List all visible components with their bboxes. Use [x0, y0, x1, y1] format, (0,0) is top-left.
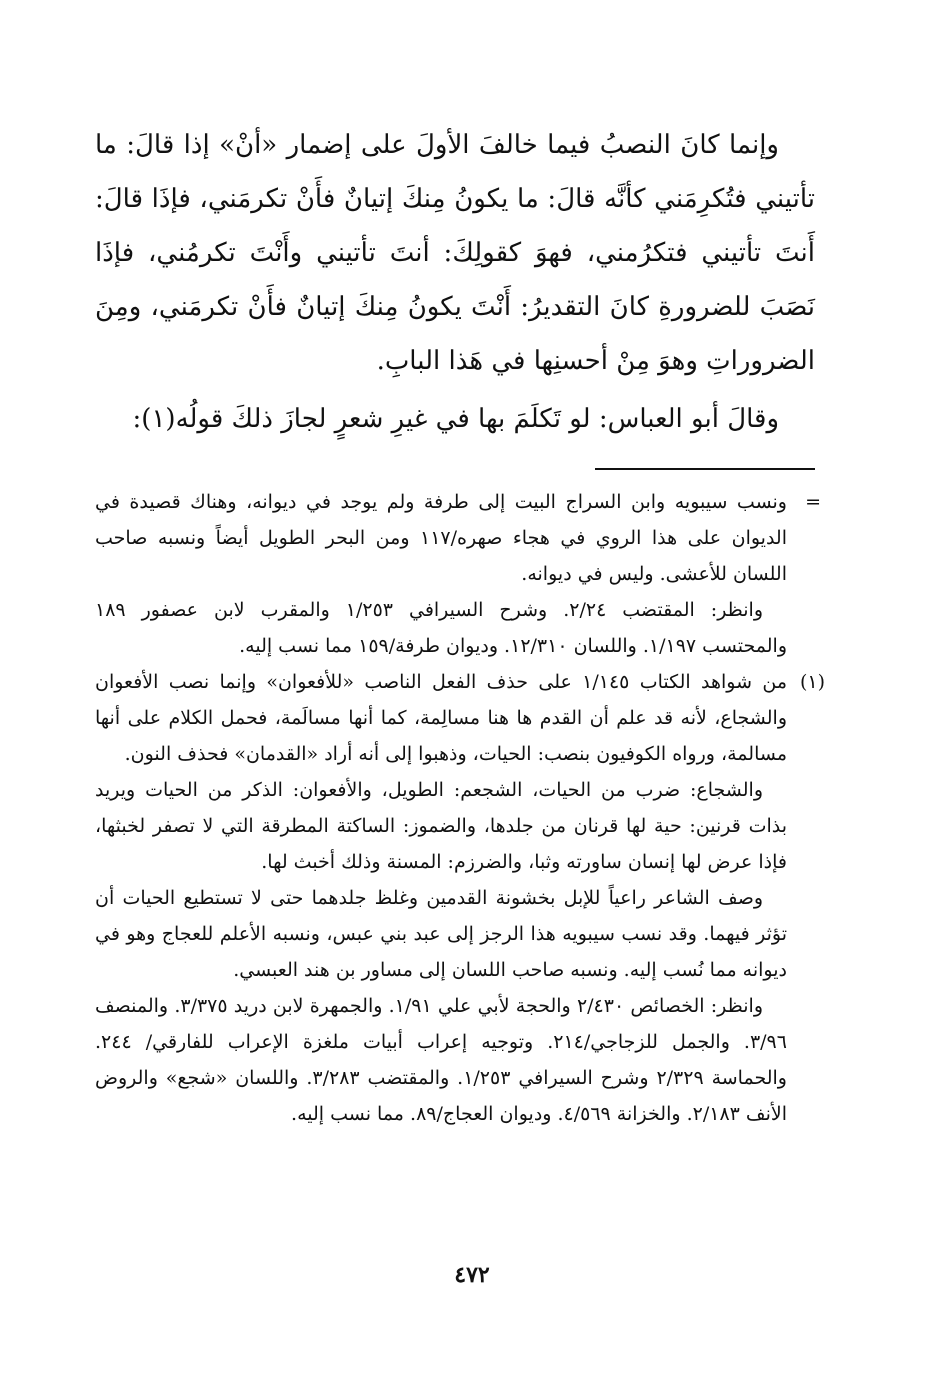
- page-content: [95, 118, 825, 1132]
- footnotes: [95, 484, 825, 1132]
- footnote-continued-text-2: وانظر: المقتضب ٢/٢٤. وشرح السيرافي ١/٢٥٣ والمقرب لابن عصفور ١٨٩ والمحتسب ١/١٩٧. واللسان ١٢/٣١٠. وديوان طرفة/١٥٩ مما نسب إليه.: [95, 599, 787, 657]
- footnote-continued: [95, 484, 821, 664]
- footnote-1-number: (١): [799, 671, 825, 693]
- footnote-1-paragraph-4: وانظر: الخصائص ٢/٤٣٠ والحجة لأبي علي ١/٩١. والجمهرة لابن دريد ٣/٣٧٥. والمنصف ٣/٩٦. والجمل للزجاجي/٢١٤. وتوجيه إعراب أبيات ملغزة الإعراب للفارقي/ ٢٤٤. والحماسة ٢/٣٢٩ وشرح السيرافي ١/٢٥٣. والمقتضب ٣/٢٨٣. واللسان «شجع» والروض الأنف ٢/١٨٣. والخزانة ٤/٥٦٩. وديوان العجاج/٨٩. مما نسب إليه.: [95, 995, 787, 1125]
- main-paragraph-2: وقالَ أبو العباس: لو تَكلَمَ بها في غيرِ شعرٍ لجازَ ذلكَ قولُه(١):: [132, 404, 779, 434]
- page-number: ٤٧٢: [454, 1262, 490, 1288]
- main-text: [95, 118, 815, 446]
- footnote-separator-wrap: [95, 468, 815, 470]
- footnote-continued-text-1: ونسب سيبويه وابن السراج البيت إلى طرفة ولم يوجد في ديوانه، وهناك قصيدة في الديوان على هذا الروي في هجاء صهره/١١٧ ومن البحر الطويل أيضاً ونسبه صاحب اللسان للأعشى. وليس في ديوانه.: [95, 491, 787, 585]
- footnote-separator: [595, 468, 815, 470]
- footnote-continued-marker: =: [805, 491, 821, 513]
- footnote-1-paragraph-2: والشجاع: ضرب من الحيات، الشجعم: الطويل، والأفعوان: الذكر من الحيات ويريد بذات قرنين: حية لها قرنان من جلدها، والضموز: الساكتة المطرقة التي لا تصفر لخبثها، فإذا عرض لها إنسان ساورته وثبا، والضرزم: المسنة وذلك أخبث لها.: [95, 779, 787, 873]
- main-paragraph-1: وإنما كانَ النصبُ فيما خالفَ الأولَ على إضمار «أنْ» إذا قالَ: ما تأتيني فتُكرِمَني كأنَّه قالَ: ما يكونُ مِنكَ إتيانٌ فأَنْ تكرمَني، فإذَا قالَ: أَنتَ تأتيني فتكرُمني، فهوَ كقولِكَ: أنتَ تأتيني وأَنْتَ تكرمُني، فإذَا نَصَبَ للضرورةِ كانَ التقديرُ: أَنْتَ يكونُ مِنكَ إتيانٌ فأَنْ تكرمَني، ومِنَ الضروراتِ وهوَ مِنْ أحسنِها في هَذا البابِ.: [95, 130, 815, 376]
- footnote-1-paragraph-3: وصف الشاعر راعياً للإبل بخشونة القدمين وغلظ جلدهما حتى لا تستطيع الحيات أن تؤثر فيهما. وقد نسب سيبويه هذا الرجز إلى عبد بني عبس، ونسبه الأعلم للعجاج وهو في ديوانه مما نُسب إليه. ونسبه صاحب اللسان إلى مساور بن هند العبسي.: [95, 887, 787, 981]
- footnote-1: [95, 664, 825, 1132]
- footnote-1-paragraph-1: من شواهد الكتاب ١/١٤٥ على حذف الفعل الناصب «للأفعوان» وإنما نصب الأفعوان والشجاع، لأنه قد علم أن القدم ها هنا مسالِمة، كما أنها مسالَمة، فحمل الكلام على أنها مسالمة، ورواه الكوفيون بنصب: الحيات، وذهبوا إلى أنه أراد «القدمان» فحذف النون.: [95, 671, 787, 765]
